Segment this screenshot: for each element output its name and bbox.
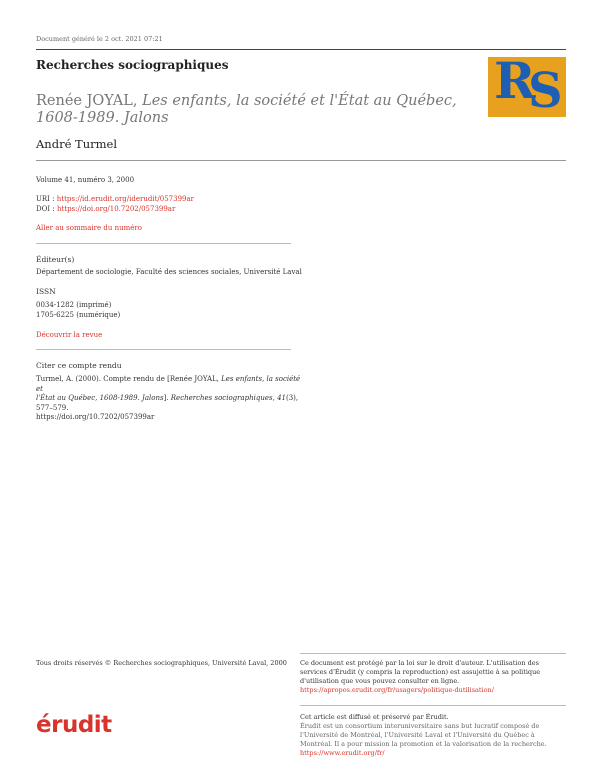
citation-journal: Recherches sociographiques, 41	[170, 394, 286, 402]
rights-notice: Tous droits réservés © Recherches sociographiques, Université Laval, 2000	[36, 659, 287, 667]
copyright-notice	[300, 659, 566, 695]
journal-logo	[488, 51, 566, 119]
article-title	[36, 93, 476, 127]
distribution-text: Érudit est un consortium interuniversitaire sans but lucratif composé de l'Université de Montréal, l'Université Laval et l'Université du Québec à Montréal. Il a pour mission la promotion et la valorisation de la recherche.	[300, 722, 547, 748]
uri-label: URI :	[36, 195, 55, 203]
erudit-logo: érudit	[36, 712, 112, 738]
summary-link[interactable]: Aller au sommaire du numéro	[36, 224, 142, 232]
uri-line	[36, 195, 194, 205]
distribution-lead: Cet article est diffusé et préservé par Érudit.	[300, 713, 449, 721]
citation-book-2: l'État au Québec, 1608-1989. Jalons	[36, 394, 164, 402]
journal-name: Recherches sociographiques	[36, 58, 229, 72]
citation-line1: Turmel, A. (2000). Compte rendu de [Renée JOYAL,	[36, 375, 219, 383]
doi-line	[36, 205, 175, 215]
issn-heading: ISSN	[36, 287, 56, 296]
uri-link[interactable]: https://id.erudit.org/iderudit/057399ar	[56, 195, 194, 203]
citation-bracket: ].	[163, 394, 169, 402]
distribution-notice	[300, 713, 566, 758]
issn-print: 0034-1282 (imprimé)	[36, 301, 112, 309]
policy-link[interactable]: https://apropos.erudit.org/fr/usagers/politique-dutilisation/	[300, 686, 494, 694]
top-divider	[36, 49, 566, 50]
cite-heading: Citer ce compte rendu	[36, 361, 122, 370]
erudit-link[interactable]: https://www.erudit.org/fr/	[300, 749, 385, 757]
author-divider	[36, 160, 566, 161]
volume-info: Volume 41, numéro 3, 2000	[36, 176, 135, 184]
footer-divider	[300, 705, 566, 706]
reviewed-book-title: Les enfants, la société et l'État au Québec, 1608-1989. Jalons	[36, 93, 457, 126]
logo-letter-r: R	[494, 51, 536, 110]
section-divider	[36, 243, 291, 244]
section-divider	[36, 349, 291, 350]
citation-doi: https://doi.org/10.7202/057399ar	[36, 413, 155, 421]
footer-divider	[300, 653, 566, 654]
citation-pages: (3), 577–579.	[36, 394, 299, 412]
issn-digital: 1705-6225 (numérique)	[36, 311, 121, 319]
publisher-name: Département de sociologie, Faculté des sciences sociales, Université Laval	[36, 268, 302, 276]
generation-date: Document généré le 2 oct. 2021 07:21	[36, 35, 163, 43]
copyright-text: Ce document est protégé par la loi sur le droit d'auteur. L'utilisation des services d'Érudit (y compris la reproduction) est assujettie à sa politique d'utilisation que vous pouvez consulter en ligne.	[300, 659, 541, 685]
citation-book-1: Les enfants, la société et	[36, 375, 301, 393]
reviewed-author: Renée JOYAL,	[36, 93, 138, 109]
publisher-heading: Éditeur(s)	[36, 255, 75, 264]
logo-letter-s: S	[528, 63, 563, 119]
doi-label: DOI :	[36, 205, 55, 213]
doi-link[interactable]: https://doi.org/10.7202/057399ar	[56, 205, 176, 213]
review-author: André Turmel	[36, 137, 117, 151]
discover-journal-link[interactable]: Découvrir la revue	[36, 331, 103, 339]
citation-text	[36, 375, 301, 423]
